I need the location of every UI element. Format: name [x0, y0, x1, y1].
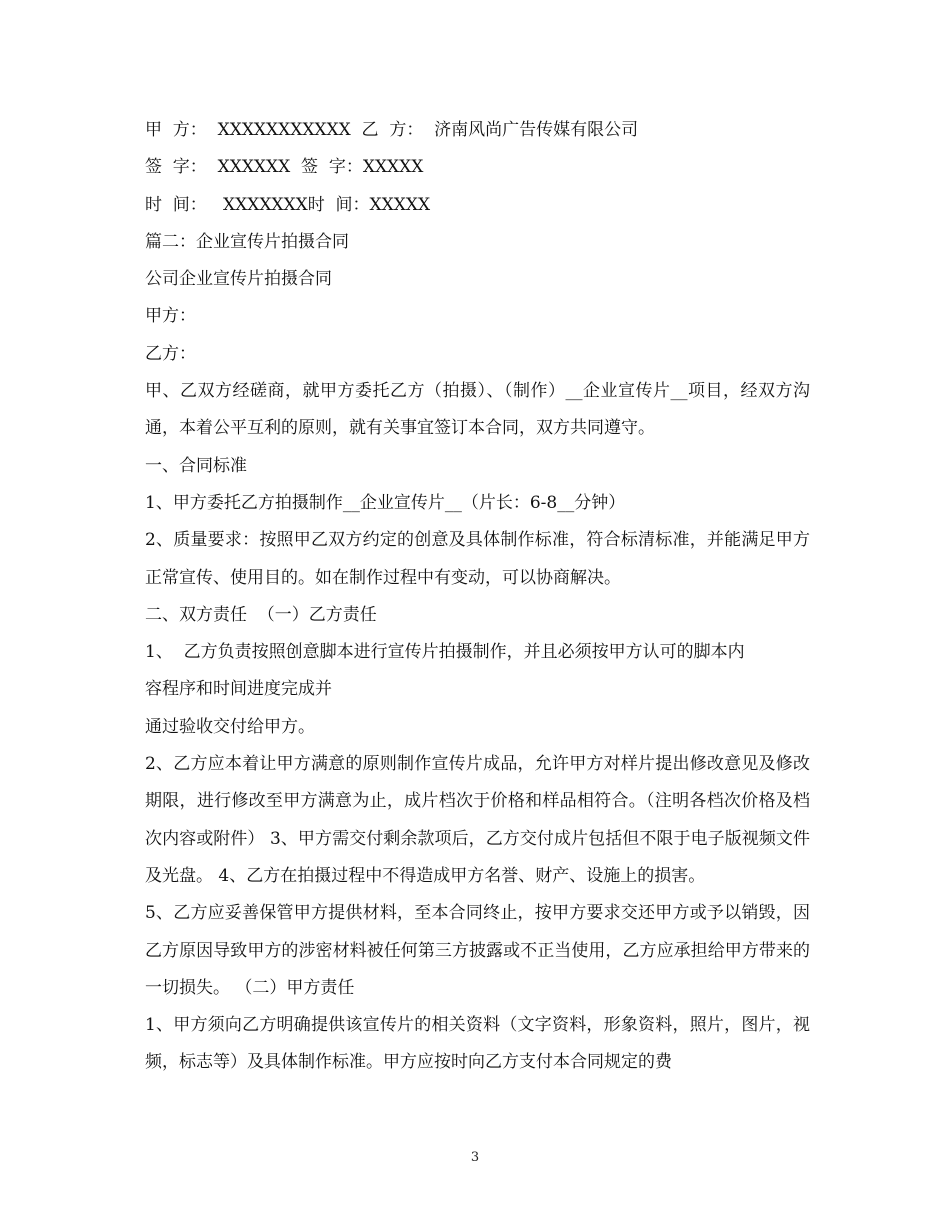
intro-paragraph: 甲、乙双方经磋商，就甲方委托乙方（拍摄）、（制作）__企业宣传片__项目，经双方沟通，本着公平互利的原则，就有关事宜签订本合同，双方共同遵守。 [145, 381, 810, 439]
contract-title: 公司企业宣传片拍摄合同 [145, 269, 332, 290]
party-a-b-line: 甲 方： XXXXXXXXXXX 乙 方： 济南风尚广告传媒有限公司 [145, 120, 639, 140]
clause-2-1-part-b: 容程序和时间进度完成并 [145, 679, 332, 700]
party-b-label: 乙方： [145, 343, 196, 364]
clause-2-5: 5、乙方应妥善保管甲方提供材料，至本合同终止，按甲方要求交还甲方或予以销毁，因乙方原因导致甲方的涉密材料被任何第三方披露或不正当使用，乙方应承担给甲方带来的一切损失。 （二）甲方责任 [145, 903, 810, 998]
clause-1-1: 1、甲方委托乙方拍摄制作__企业宣传片__（片长：6-8__分钟） [145, 492, 626, 513]
party-a-label: 甲方： [145, 306, 196, 327]
heading-contract-standard: 一、合同标准 [145, 455, 247, 476]
clause-2-1-part-c: 通过验收交付给甲方。 [145, 716, 315, 737]
heading-responsibilities: 二、双方责任 （一）乙方责任 [145, 604, 377, 625]
document-body [145, 112, 810, 1082]
date-line: 时 间： XXXXXXX时 间：XXXXX [145, 194, 431, 215]
page-number: 3 [470, 1150, 480, 1165]
clause-2-2: 2、乙方应本着让甲方满意的原则制作宣传片成品，允许甲方对样片提出修改意见及修改期限，进行修改至甲方满意为止，成片档次于价格和样品相符合。（注明各档次价格及档次内容或附件） 3、甲方需交付剩余款项后，乙方交付成片包括但不限于电子版视频文件及光盘。 4、乙方在拍摄过程中不得造成甲方名誉、财产、设施上的损害。 [145, 754, 810, 886]
clause-2-1-part-a: 1、 乙方负责按照创意脚本进行宣传片拍摄制作，并且必须按甲方认可的脚本内 [145, 642, 745, 663]
clause-1-2: 2、质量要求：按照甲乙双方约定的创意及具体制作标准，符合标清标准，并能满足甲方正常宣传、使用目的。如在制作过程中有变动，可以协商解决。 [145, 530, 810, 588]
clause-3-1: 1、甲方须向乙方明确提供该宣传片的相关资料（文字资料，形象资料，照片，图片，视频，标志等）及具体制作标准。甲方应按时向乙方支付本合同规定的费 [145, 1015, 810, 1073]
section-title: 篇二：企业宣传片拍摄合同 [145, 231, 349, 252]
signature-line: 签 字： XXXXXX 签 字：XXXXX [145, 157, 424, 178]
